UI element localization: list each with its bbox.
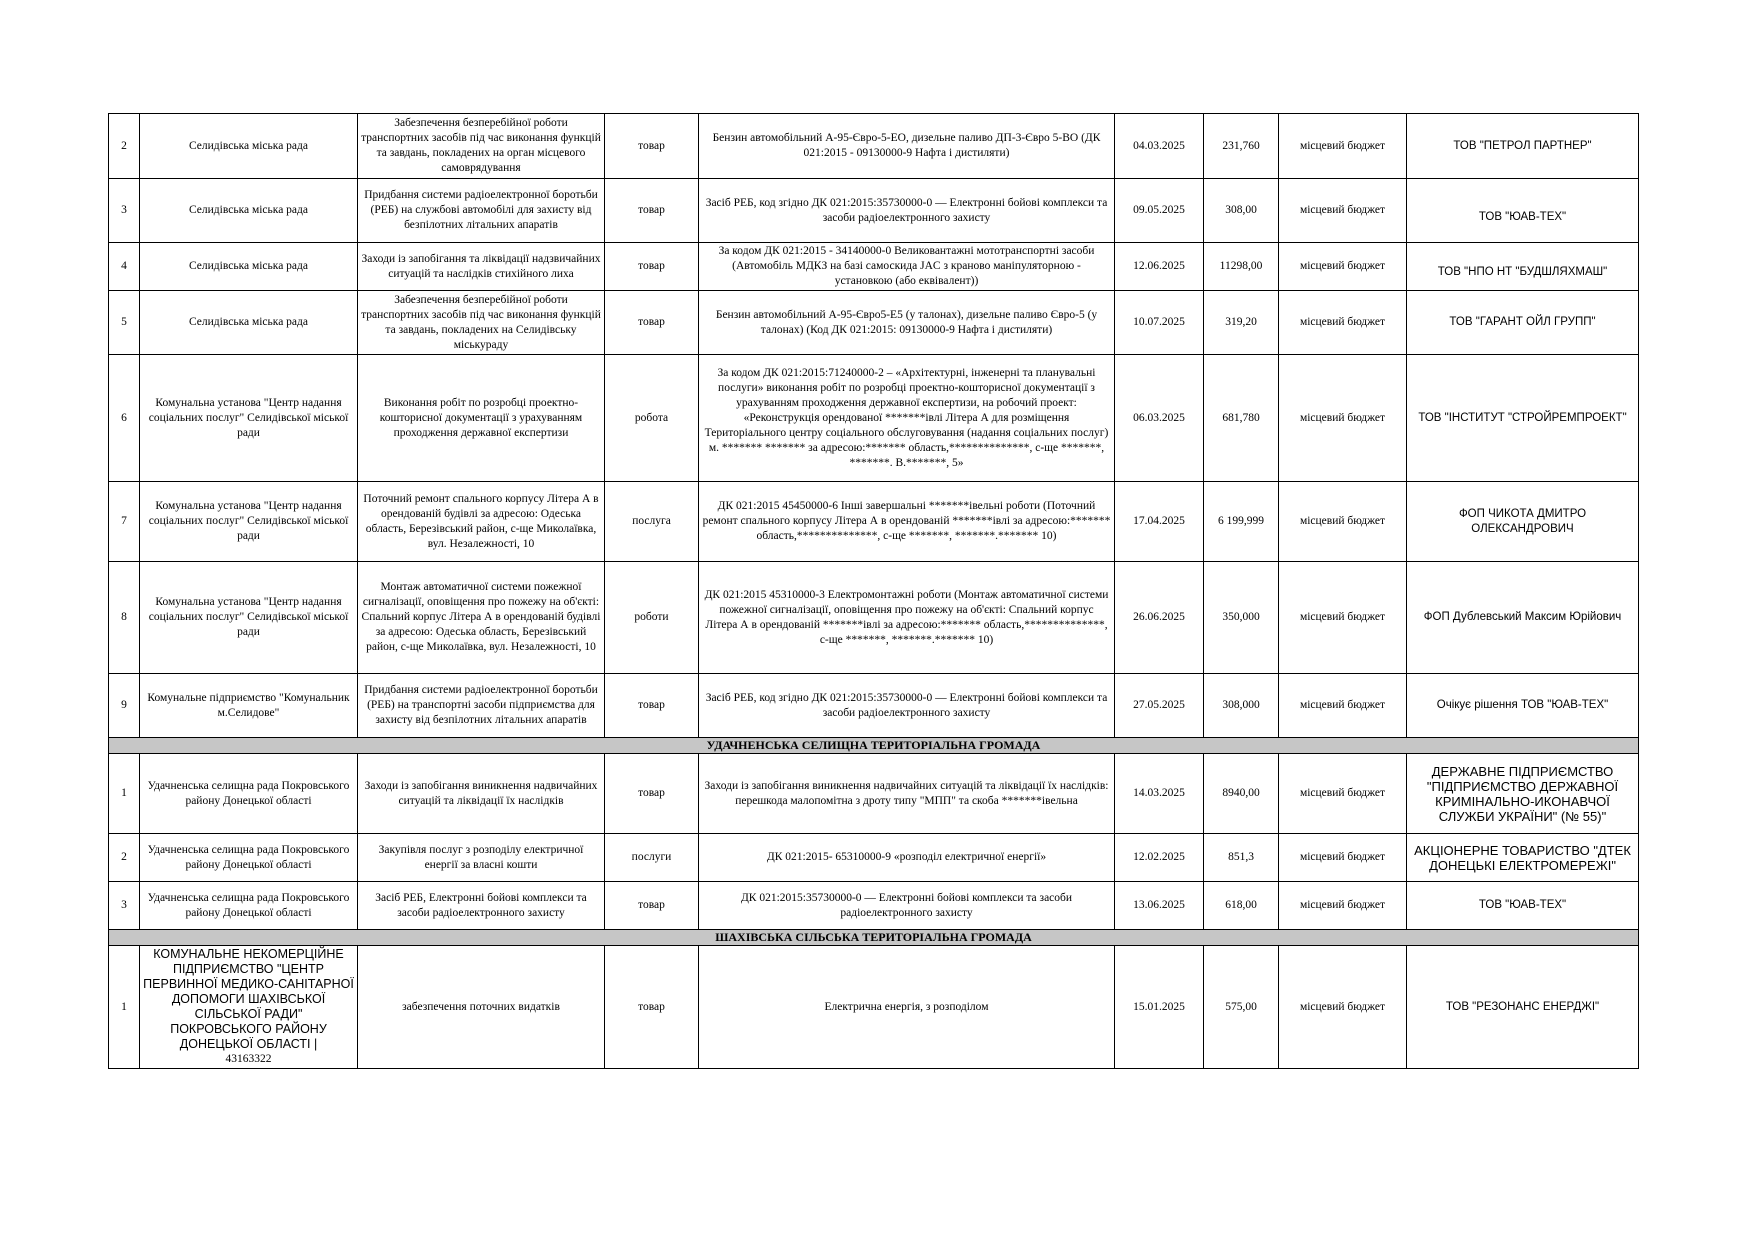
contract-date: 10.07.2025: [1115, 291, 1204, 355]
procurement-type: товар: [605, 243, 699, 291]
row-number: 2: [109, 834, 140, 882]
row-number: 2: [109, 114, 140, 179]
contract-date: 14.03.2025: [1115, 754, 1204, 834]
table-row: [109, 179, 1639, 243]
procurement-type: товар: [605, 179, 699, 243]
procurement-type: послуги: [605, 834, 699, 882]
procurement-type: товар: [605, 882, 699, 930]
procurement-subject: Забезпечення безперебійної роботи транспортних засобів під час виконання функцій та завдань, покладених на орган місцевого самоврядування: [358, 114, 605, 179]
supplier-name: ТОВ "ГАРАНТ ОЙЛ ГРУПП": [1407, 291, 1639, 355]
customer-name: Селидівська міська рада: [140, 243, 358, 291]
cpv-code: Бензин автомобільний А-95-Євро5-Е5 (у талонах), дизельне паливо Євро-5 (у талонах) (Код ДК 021:2015: 09130000-9 Нафта і дистиляти): [699, 291, 1115, 355]
procurement-subject: Закупівля послуг з розподілу електричної енергії за власні кошти: [358, 834, 605, 882]
procurement-type: товар: [605, 946, 699, 1069]
supplier-name: ФОП ЧИКОТА ДМИТРО ОЛЕКСАНДРОВИЧ: [1407, 482, 1639, 562]
procurement-subject: Придбання системи радіоелектронної боротьби (РЕБ) на транспортні засоби підприємства для захисту від безпілотних літальних апаратів: [358, 674, 605, 738]
funding-source: місцевий бюджет: [1279, 754, 1407, 834]
row-number: 3: [109, 179, 140, 243]
funding-source: місцевий бюджет: [1279, 114, 1407, 179]
customer-name: Комунальна установа "Центр надання соціальних послуг" Селидівської міської ради: [140, 482, 358, 562]
contract-date: 17.04.2025: [1115, 482, 1204, 562]
funding-source: місцевий бюджет: [1279, 674, 1407, 738]
contract-amount: 6 199,999: [1204, 482, 1279, 562]
customer-name: [140, 946, 358, 1069]
table-row: [109, 754, 1639, 834]
supplier-name: Очікує рішення ТОВ "ЮАВ-ТЕХ": [1407, 674, 1639, 738]
customer-name: Комунальна установа "Центр надання соціальних послуг" Селидівської міської ради: [140, 355, 358, 482]
funding-source: місцевий бюджет: [1279, 355, 1407, 482]
supplier-name: ТОВ "ПЕТРОЛ ПАРТНЕР": [1407, 114, 1639, 179]
contract-date: 12.06.2025: [1115, 243, 1204, 291]
cpv-code: ДК 021:2015:35730000-0 — Електронні бойові комплекси та засоби радіоелектронного захисту: [699, 882, 1115, 930]
section-title-udachne: УДАЧНЕНСЬКА СЕЛИЩНА ТЕРИТОРІАЛЬНА ГРОМАДА: [109, 738, 1639, 754]
funding-source: місцевий бюджет: [1279, 834, 1407, 882]
table-row: [109, 882, 1639, 930]
table-row: [109, 562, 1639, 674]
funding-source: місцевий бюджет: [1279, 562, 1407, 674]
contract-amount: 8940,00: [1204, 754, 1279, 834]
procurement-type: товар: [605, 754, 699, 834]
contract-date: 26.06.2025: [1115, 562, 1204, 674]
row-number: 9: [109, 674, 140, 738]
table-row: [109, 946, 1639, 1069]
contract-amount: 681,780: [1204, 355, 1279, 482]
funding-source: місцевий бюджет: [1279, 291, 1407, 355]
customer-full-name: КОМУНАЛЬНЕ НЕКОМЕРЦІЙНЕ ПІДПРИЄМСТВО "ЦЕНТР ПЕРВИННОЇ МЕДИКО-САНІТАРНОЇ ДОПОМОГИ ШАХІВСЬКОЇ СІЛЬСЬКОЇ РАДИ" ПОКРОВСЬКОГО РАЙОНУ ДОНЕЦЬКОЇ ОБЛАСТІ |: [143, 947, 354, 1051]
cpv-code: ДК 021:2015 45310000-3 Електромонтажні роботи (Монтаж автоматичної системи пожежної сигналізації, оповіщення про пожежу на об'єкті: Спальний корпус Літера А в орендованій *******івлі за адресою:******* область,**************, с-ще *******, *******.******* 10): [699, 562, 1115, 674]
customer-name: Удачненська селищна рада Покровського району Донецької області: [140, 882, 358, 930]
procurement-type: послуга: [605, 482, 699, 562]
row-number: 4: [109, 243, 140, 291]
supplier-name: ТОВ "НПО НТ "БУДШЛЯХМАШ": [1407, 243, 1639, 291]
cpv-code: Заходи із запобігання виникнення надвичайних ситуацій та ліквідації їх наслідків: перешкода малопомітна з дроту типу "МПП" та скоба *******івельна: [699, 754, 1115, 834]
cpv-code: Електрична енергія, з розподілом: [699, 946, 1115, 1069]
procurement-subject: Заходи із запобігання виникнення надвичайних ситуацій та ліквідації їх наслідків: [358, 754, 605, 834]
customer-name: Селидівська міська рада: [140, 291, 358, 355]
cpv-code: ДК 021:2015- 65310000-9 «розподіл електричної енергії»: [699, 834, 1115, 882]
contract-amount: 575,00: [1204, 946, 1279, 1069]
row-number: 6: [109, 355, 140, 482]
contract-date: 15.01.2025: [1115, 946, 1204, 1069]
supplier-name: ФОП Дублевський Максим Юрійович: [1407, 562, 1639, 674]
funding-source: місцевий бюджет: [1279, 946, 1407, 1069]
cpv-code: Засіб РЕБ, код згідно ДК 021:2015:35730000-0 — Електронні бойові комплекси та засоби радіоелектронного захисту: [699, 674, 1115, 738]
table-row: [109, 674, 1639, 738]
supplier-name: ДЕРЖАВНЕ ПІДПРИЄМСТВО "ПІДПРИЄМСТВО ДЕРЖАВНОЇ КРИМІНАЛЬНО-ИКОНАВЧОЇ СЛУЖБИ УКРАЇНИ" (№ 55)": [1407, 754, 1639, 834]
procurement-type: товар: [605, 114, 699, 179]
table-row: [109, 243, 1639, 291]
supplier-name: ТОВ "ЮАВ-ТЕХ": [1407, 179, 1639, 243]
contract-amount: 308,000: [1204, 674, 1279, 738]
procurement-subject: Виконання робіт по розробці проектно-кошторисної документації з урахуванням проходження державної експертизи: [358, 355, 605, 482]
contract-date: 09.05.2025: [1115, 179, 1204, 243]
funding-source: місцевий бюджет: [1279, 482, 1407, 562]
section-header-row: [109, 738, 1639, 754]
table-row: [109, 291, 1639, 355]
document-page: [108, 113, 1638, 1069]
contract-date: 06.03.2025: [1115, 355, 1204, 482]
supplier-name: ТОВ "РЕЗОНАНС ЕНЕРДЖІ": [1407, 946, 1639, 1069]
customer-name: Комунальна установа "Центр надання соціальних послуг" Селидівської міської ради: [140, 562, 358, 674]
row-number: 5: [109, 291, 140, 355]
customer-name: Удачненська селищна рада Покровського району Донецької області: [140, 834, 358, 882]
row-number: 8: [109, 562, 140, 674]
procurement-type: робота: [605, 355, 699, 482]
row-number: 1: [109, 754, 140, 834]
procurement-subject: Заходи із запобігання та ліквідації надзвичайних ситуацій та наслідків стихійного лиха: [358, 243, 605, 291]
cpv-code: Засіб РЕБ, код згідно ДК 021:2015:35730000-0 — Електронні бойові комплекси та засоби радіоелектронного захисту: [699, 179, 1115, 243]
procurement-subject: Монтаж автоматичної системи пожежної сигналізації, оповіщення про пожежу на об'єкті: Спальний корпус Літера А в орендованій будівлі за адресою: Одеська область, Березівський район, с-ще Миколаївка, вул. Незалежності, 10: [358, 562, 605, 674]
contract-amount: 11298,00: [1204, 243, 1279, 291]
table-row: [109, 114, 1639, 179]
cpv-code: За кодом ДК 021:2015 - 34140000-0 Великовантажні мототранспортні засоби (Автомобіль МДКЗ на базі самоскида JAC з краново маніпуляторною - установкою (або еквівалент)): [699, 243, 1115, 291]
section-title-shakhove: ШАХІВСЬКА СІЛЬСЬКА ТЕРИТОРІАЛЬНА ГРОМАДА: [109, 930, 1639, 946]
section-header-row: [109, 930, 1639, 946]
funding-source: місцевий бюджет: [1279, 179, 1407, 243]
row-number: 1: [109, 946, 140, 1069]
supplier-name: ТОВ "ІНСТИТУТ "СТРОЙРЕМПРОЕКТ": [1407, 355, 1639, 482]
procurement-type: товар: [605, 674, 699, 738]
customer-name: Селидівська міська рада: [140, 114, 358, 179]
table-row: [109, 834, 1639, 882]
contract-amount: 231,760: [1204, 114, 1279, 179]
procurement-subject: Засіб РЕБ, Електронні бойові комплекси та засоби радіоелектронного захисту: [358, 882, 605, 930]
customer-name: Комунальне підприємство "Комунальник м.Селидове": [140, 674, 358, 738]
funding-source: місцевий бюджет: [1279, 882, 1407, 930]
funding-source: місцевий бюджет: [1279, 243, 1407, 291]
procurement-subject: Поточний ремонт спального корпусу Літера А в орендованій будівлі за адресою: Одеська область, Березівський район, с-ще Миколаївка, вул. Незалежності, 10: [358, 482, 605, 562]
customer-edrpou-code: 43163322: [225, 1053, 272, 1065]
cpv-code: ДК 021:2015 45450000-6 Інші завершальні *******івельні роботи (Поточний ремонт спального корпусу Літера А в орендованій *******івлі за адресою:******* область,**************, с-ще *******, *******.******* 10): [699, 482, 1115, 562]
contract-date: 27.05.2025: [1115, 674, 1204, 738]
contract-date: 04.03.2025: [1115, 114, 1204, 179]
contract-amount: 851,3: [1204, 834, 1279, 882]
customer-name: Удачненська селищна рада Покровського району Донецької області: [140, 754, 358, 834]
contract-date: 13.06.2025: [1115, 882, 1204, 930]
contract-amount: 319,20: [1204, 291, 1279, 355]
table-row: [109, 355, 1639, 482]
contract-date: 12.02.2025: [1115, 834, 1204, 882]
procurement-type: роботи: [605, 562, 699, 674]
procurement-subject: забезпечення поточних видатків: [358, 946, 605, 1069]
contract-amount: 618,00: [1204, 882, 1279, 930]
contract-amount: 308,00: [1204, 179, 1279, 243]
procurement-type: товар: [605, 291, 699, 355]
contract-amount: 350,000: [1204, 562, 1279, 674]
procurement-subject: Придбання системи радіоелектронної боротьби (РЕБ) на службові автомобілі для захисту від безпілотних літальних апаратів: [358, 179, 605, 243]
row-number: 7: [109, 482, 140, 562]
supplier-name: ТОВ "ЮАВ-ТЕХ": [1407, 882, 1639, 930]
procurement-subject: Забезпечення безперебійної роботи транспортних засобів під час виконання функцій та завдань, покладених на Селидівську міськураду: [358, 291, 605, 355]
cpv-code: Бензин автомобільний А-95-Євро-5-ЕО, дизельне паливо ДП-3-Євро 5-ВО (ДК 021:2015 - 09130000-9 Нафта і дистиляти): [699, 114, 1115, 179]
table-row: [109, 482, 1639, 562]
row-number: 3: [109, 882, 140, 930]
customer-name: Селидівська міська рада: [140, 179, 358, 243]
supplier-name: АКЦІОНЕРНЕ ТОВАРИСТВО "ДТЕК ДОНЕЦЬКІ ЕЛЕКТРОМЕРЕЖІ": [1407, 834, 1639, 882]
cpv-code: За кодом ДК 021:2015:71240000-2 – «Архітектурні, інженерні та планувальні послуги» виконання робіт по розробці проектно-кошторисної документації з урахуванням проходження державної експертизи, на робочий проект: «Реконструкція орендованої *******івлі Літера А для розміщення Територіального центру соціального обслуговування (надання соціальних послуг) м. ******* ******* за адресою:******* область,**************, с-ще *******, *******. В.*******, 5»: [699, 355, 1115, 482]
procurement-table: [108, 113, 1639, 1069]
